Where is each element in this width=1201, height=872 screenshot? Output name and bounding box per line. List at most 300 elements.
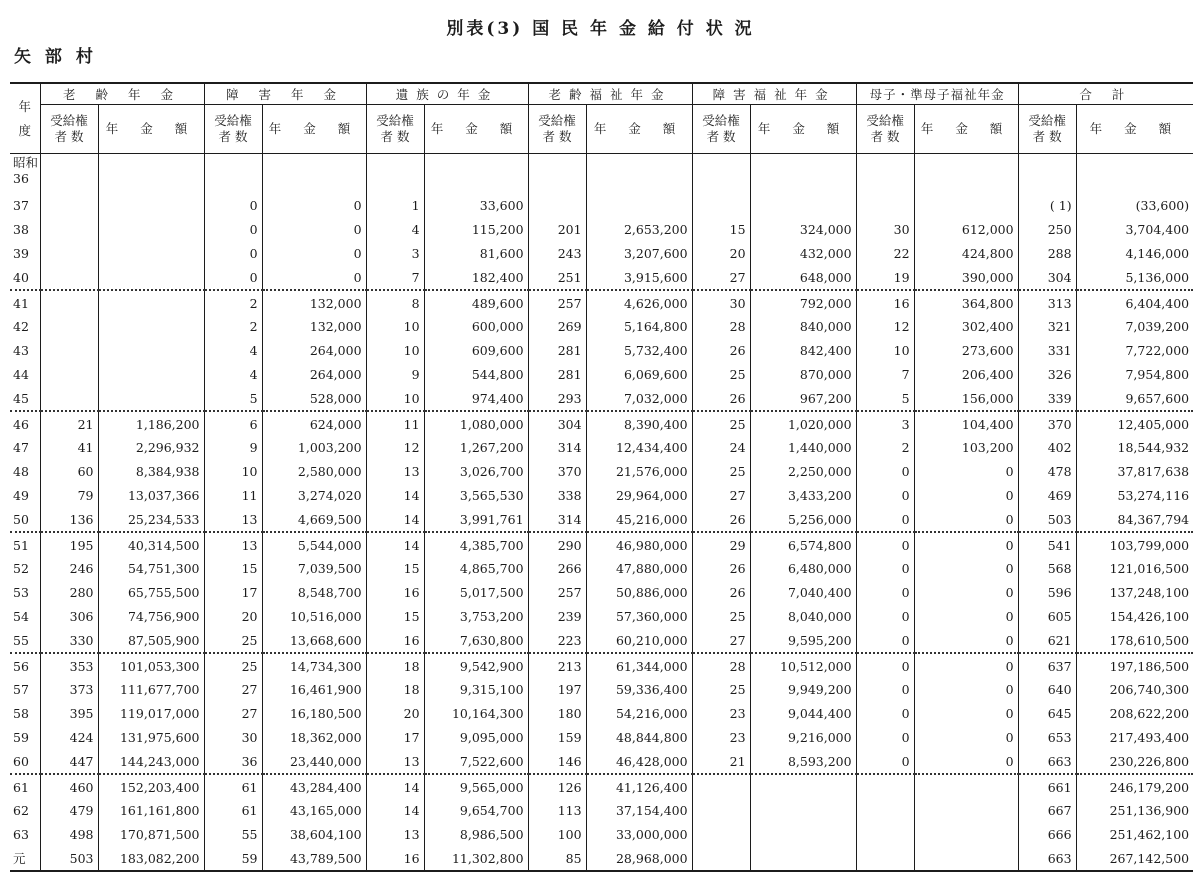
- recipients-cell: 243: [528, 242, 586, 266]
- amount-cell: 8,986,500: [424, 823, 528, 847]
- amount-cell: 53,274,116: [1117, 487, 1190, 503]
- amount-cell: 3,753,200: [424, 605, 528, 629]
- amount-cell: [914, 774, 1018, 799]
- recipients-cell: 197: [528, 678, 586, 702]
- year-cell: 59: [10, 726, 40, 750]
- amount-cell: 33,000,000: [586, 823, 692, 847]
- table-row: [10, 154, 1193, 195]
- amount-cell: 115,200: [424, 218, 528, 242]
- recipients-cell: 447: [40, 749, 98, 774]
- year-cell: 41: [10, 290, 40, 315]
- amount-cell: 364,800: [914, 290, 1018, 315]
- recipients-cell: 250: [1018, 218, 1076, 242]
- recipients-cell: 498: [40, 823, 98, 847]
- amount-cell: 390,000: [914, 265, 1018, 290]
- amount-cell: 61,344,000: [586, 653, 692, 678]
- recipients-cell: 26: [692, 386, 750, 411]
- recipients-cell: 10: [204, 460, 262, 484]
- recipients-cell: 195: [40, 532, 98, 557]
- group-header: 障 害 年 金: [204, 83, 366, 105]
- recipients-cell: 20: [204, 605, 262, 629]
- amount-cell: [98, 154, 204, 195]
- recipients-cell: 59: [204, 847, 262, 872]
- amount-cell: 0: [914, 484, 1018, 508]
- amount-cell: 648,000: [750, 265, 856, 290]
- amount-cell: 111,677,700: [98, 678, 204, 702]
- amount-cell: 870,000: [750, 363, 856, 387]
- recipients-cell: 239: [528, 605, 586, 629]
- amount-cell: 5,164,800: [586, 315, 692, 339]
- recipients-cell: 0: [856, 460, 914, 484]
- recipients-cell: [40, 154, 98, 195]
- recipients-cell: [692, 154, 750, 195]
- table-row: [10, 218, 1193, 242]
- recipients-cell: [40, 363, 98, 387]
- recipients-cell: 5: [204, 386, 262, 411]
- recipients-cell: 3: [856, 411, 914, 436]
- amount-cell: 9,315,100: [424, 678, 528, 702]
- year-cell: 55: [10, 628, 40, 653]
- recipients-cell: 14: [366, 799, 424, 823]
- recipients-cell: 26: [692, 507, 750, 532]
- recipients-cell: 0: [204, 265, 262, 290]
- amount-cell: 131,975,600: [98, 726, 204, 750]
- recipients-cell: 146: [528, 749, 586, 774]
- recipients-cell: 503: [1018, 507, 1076, 532]
- recipients-cell: 18: [366, 653, 424, 678]
- recipients-cell: 4: [366, 218, 424, 242]
- amount-cell: 0: [914, 628, 1018, 653]
- amount-cell: 6,069,600: [586, 363, 692, 387]
- amount-cell: [1076, 154, 1193, 195]
- amount-cell: 3,565,530: [424, 484, 528, 508]
- amount-cell: 9,654,700: [424, 799, 528, 823]
- recipients-cell: 637: [1018, 653, 1076, 678]
- recipients-cell: 313: [1018, 290, 1076, 315]
- amount-cell: 48,844,800: [586, 726, 692, 750]
- amount-cell: 9,949,200: [750, 678, 856, 702]
- recipients-cell: 353: [40, 653, 98, 678]
- amount-cell: [98, 218, 204, 242]
- amount-cell: 12,405,000: [1076, 411, 1193, 436]
- amount-cell: 7,954,800: [1125, 366, 1190, 382]
- recipients-cell: 395: [40, 702, 98, 726]
- amount-cell: [914, 799, 1018, 823]
- amount-cell: 230,226,800: [1109, 753, 1190, 769]
- amount-cell: 967,200: [750, 386, 856, 411]
- amount-cell: 104,400: [914, 411, 1018, 436]
- amount-cell: 600,000: [424, 315, 528, 339]
- table-row: [10, 605, 1193, 629]
- amount-cell: 10,516,000: [262, 605, 366, 629]
- recipients-cell: 61: [204, 774, 262, 799]
- year-cell: 48: [10, 460, 40, 484]
- recipients-cell: [692, 194, 750, 218]
- amount-cell: 170,871,500: [98, 823, 204, 847]
- amount-cell: 183,082,200: [98, 847, 204, 872]
- amount-cell: [750, 799, 856, 823]
- year-cell: 45: [10, 386, 40, 411]
- recipients-cell: 13: [366, 749, 424, 774]
- recipients-cell: 653: [1018, 726, 1076, 750]
- amount-cell: 54,216,000: [586, 702, 692, 726]
- year-cell: 昭和 36: [10, 154, 40, 195]
- amount-cell: 7,032,000: [586, 386, 692, 411]
- amount-cell: 156,000: [914, 386, 1018, 411]
- recipients-cell: 269: [528, 315, 586, 339]
- amount-cell: 65,755,500: [98, 581, 204, 605]
- recipients-cell: 15: [366, 605, 424, 629]
- amount-cell: 47,880,000: [586, 557, 692, 581]
- amount-cell: 16,461,900: [262, 678, 366, 702]
- amount-cell: 5,544,000: [262, 532, 366, 557]
- amount-cell: 25,234,533: [98, 507, 204, 532]
- amount-cell: 4,626,000: [586, 290, 692, 315]
- amount-cell: 0: [914, 702, 1018, 726]
- amount-cell: 2,653,200: [586, 218, 692, 242]
- amount-cell: 609,600: [424, 339, 528, 363]
- amount-cell: 612,000: [914, 218, 1018, 242]
- recipients-cell: 0: [856, 702, 914, 726]
- amount-cell: 13,037,366: [98, 484, 204, 508]
- recipients-cell: [856, 823, 914, 847]
- table-row: [10, 823, 1193, 847]
- amount-cell: 103,799,000: [1076, 532, 1193, 557]
- recipients-cell: [204, 154, 262, 195]
- amount-cell: 3,207,600: [586, 242, 692, 266]
- recipients-cell: 293: [528, 386, 586, 411]
- recipients-header: 受給権 者 数: [204, 105, 262, 154]
- amount-cell: 792,000: [750, 290, 856, 315]
- recipients-header: 受給権 者 数: [1018, 105, 1076, 154]
- group-header: 合 計: [1018, 83, 1193, 105]
- table-row: [10, 290, 1193, 315]
- amount-cell: [98, 265, 204, 290]
- amount-cell: 528,000: [262, 386, 366, 411]
- amount-cell: 251,462,100: [1109, 827, 1190, 843]
- recipients-cell: 0: [856, 532, 914, 557]
- amount-cell: [424, 154, 528, 195]
- year-cell: 38: [10, 218, 40, 242]
- table-row: [10, 315, 1193, 339]
- amount-cell: [750, 774, 856, 799]
- amount-cell: 103,200: [914, 436, 1018, 460]
- recipients-cell: 338: [528, 484, 586, 508]
- recipients-cell: 0: [856, 605, 914, 629]
- amount-cell: 54,751,300: [98, 557, 204, 581]
- amount-cell: 324,000: [750, 218, 856, 242]
- recipients-cell: [856, 194, 914, 218]
- recipients-cell: 0: [856, 628, 914, 653]
- amount-cell: 0: [914, 653, 1018, 678]
- amount-cell: 18,544,932: [1117, 440, 1190, 456]
- recipients-cell: 13: [366, 823, 424, 847]
- amount-cell: 8,384,938: [98, 460, 204, 484]
- table-row: [10, 484, 1193, 508]
- recipients-cell: 0: [204, 242, 262, 266]
- recipients-cell: 645: [1018, 702, 1076, 726]
- recipients-cell: 6: [204, 411, 262, 436]
- recipients-cell: 18: [366, 678, 424, 702]
- amount-cell: 206,400: [914, 363, 1018, 387]
- amount-cell: 3,433,200: [750, 484, 856, 508]
- recipients-cell: 25: [692, 460, 750, 484]
- recipients-cell: 2: [856, 436, 914, 460]
- amount-cell: 9,044,400: [750, 702, 856, 726]
- amount-cell: 21,576,000: [586, 460, 692, 484]
- recipients-cell: 0: [856, 678, 914, 702]
- recipients-cell: 16: [856, 290, 914, 315]
- year-cell: 51: [10, 532, 40, 557]
- year-cell: 63: [10, 823, 40, 847]
- recipients-cell: [856, 799, 914, 823]
- amount-cell: 9,657,600: [1125, 390, 1190, 406]
- amount-cell: 9,216,000: [750, 726, 856, 750]
- recipients-cell: 596: [1018, 581, 1076, 605]
- recipients-cell: 26: [692, 339, 750, 363]
- recipients-cell: 27: [204, 702, 262, 726]
- table-row: [10, 726, 1193, 750]
- amount-cell: 119,017,000: [98, 702, 204, 726]
- table-row: [10, 363, 1193, 387]
- recipients-cell: 0: [856, 726, 914, 750]
- amount-cell: 14,734,300: [262, 653, 366, 678]
- year-cell: 43: [10, 339, 40, 363]
- recipients-cell: 2: [204, 315, 262, 339]
- year-cell: 元: [10, 847, 40, 872]
- recipients-cell: 0: [204, 194, 262, 218]
- recipients-cell: 20: [366, 702, 424, 726]
- recipients-cell: 55: [204, 823, 262, 847]
- recipients-cell: [692, 799, 750, 823]
- amount-cell: 57,360,000: [586, 605, 692, 629]
- amount-cell: 7,722,000: [1125, 343, 1190, 359]
- amount-cell: 178,610,500: [1109, 632, 1190, 648]
- amount-cell: 842,400: [750, 339, 856, 363]
- recipients-cell: 25: [692, 678, 750, 702]
- recipients-cell: 126: [528, 774, 586, 799]
- recipients-cell: 424: [40, 726, 98, 750]
- table-row: [10, 411, 1193, 436]
- recipients-cell: 605: [1018, 605, 1076, 629]
- recipients-header: 受給権 者 数: [692, 105, 750, 154]
- amount-cell: 16,180,500: [262, 702, 366, 726]
- amount-cell: 18,362,000: [262, 726, 366, 750]
- recipients-cell: 30: [204, 726, 262, 750]
- table-row: [10, 242, 1193, 266]
- amount-cell: 9,595,200: [750, 628, 856, 653]
- table-row: [10, 339, 1193, 363]
- amount-cell: 0: [914, 678, 1018, 702]
- amount-cell: 23,440,000: [262, 749, 366, 774]
- year-cell: 61: [10, 774, 40, 799]
- recipients-cell: 11: [204, 484, 262, 508]
- page-title: 別表(3) 国 民 年 金 給 付 状 況: [446, 19, 755, 39]
- amount-cell: 37,817,638: [1117, 464, 1190, 480]
- table-row: [10, 265, 1193, 290]
- amount-cell: 10,512,000: [750, 653, 856, 678]
- recipients-cell: [40, 265, 98, 290]
- amount-cell: 3,026,700: [424, 460, 528, 484]
- group-header: 障害福祉年金: [692, 83, 856, 105]
- recipients-cell: 21: [692, 749, 750, 774]
- group-header: 遺族の年金: [366, 83, 528, 105]
- recipients-cell: 30: [692, 290, 750, 315]
- amount-cell: 489,600: [424, 290, 528, 315]
- amount-cell: (33,600): [1135, 198, 1190, 214]
- recipients-cell: 16: [366, 847, 424, 872]
- recipients-cell: 7: [366, 265, 424, 290]
- recipients-cell: 201: [528, 218, 586, 242]
- amount-header: 年 金 額: [424, 105, 528, 154]
- amount-cell: 37,154,400: [586, 799, 692, 823]
- year-cell: 52: [10, 557, 40, 581]
- amount-cell: 4,146,000: [1125, 245, 1190, 261]
- recipients-cell: 136: [40, 507, 98, 532]
- recipients-cell: 14: [366, 507, 424, 532]
- amount-cell: 5,256,000: [750, 507, 856, 532]
- amount-cell: 182,400: [424, 265, 528, 290]
- recipients-cell: 370: [528, 460, 586, 484]
- amount-cell: 2,296,932: [98, 436, 204, 460]
- recipients-cell: 14: [366, 532, 424, 557]
- amount-header: 年 金 額: [1076, 105, 1193, 154]
- table-row: [10, 507, 1193, 532]
- amount-cell: 0: [262, 265, 366, 290]
- amount-cell: 152,203,400: [98, 774, 204, 799]
- recipients-cell: [1018, 154, 1076, 195]
- year-cell: 46: [10, 411, 40, 436]
- amount-cell: 121,016,500: [1109, 561, 1190, 577]
- amount-cell: 137,248,100: [1109, 585, 1190, 601]
- amount-cell: 424,800: [914, 242, 1018, 266]
- recipients-cell: 16: [366, 628, 424, 653]
- recipients-cell: 666: [1018, 823, 1076, 847]
- amount-cell: 0: [262, 218, 366, 242]
- amount-cell: 38,604,100: [262, 823, 366, 847]
- recipients-cell: 479: [40, 799, 98, 823]
- amount-cell: 0: [914, 460, 1018, 484]
- amount-cell: 5,017,500: [424, 581, 528, 605]
- recipients-cell: [40, 339, 98, 363]
- recipients-header: 受給権 者 数: [40, 105, 98, 154]
- recipients-cell: 304: [528, 411, 586, 436]
- recipients-header: 受給権 者 数: [856, 105, 914, 154]
- amount-cell: 7,522,600: [424, 749, 528, 774]
- amount-cell: [750, 154, 856, 195]
- recipients-cell: 159: [528, 726, 586, 750]
- amount-cell: 8,593,200: [750, 749, 856, 774]
- amount-cell: 246,179,200: [1076, 774, 1193, 799]
- amount-cell: 9,542,900: [424, 653, 528, 678]
- recipients-cell: 12: [856, 315, 914, 339]
- recipients-cell: 330: [40, 628, 98, 653]
- recipients-cell: 281: [528, 363, 586, 387]
- amount-cell: 154,426,100: [1109, 608, 1190, 624]
- recipients-cell: 14: [366, 484, 424, 508]
- recipients-cell: [528, 194, 586, 218]
- amount-cell: [98, 363, 204, 387]
- year-header: 年 度: [10, 83, 40, 154]
- recipients-cell: 251: [528, 265, 586, 290]
- year-cell: 54: [10, 605, 40, 629]
- year-cell: 47: [10, 436, 40, 460]
- amount-cell: 7,039,200: [1125, 319, 1190, 335]
- amount-header: 年 金 額: [262, 105, 366, 154]
- recipients-cell: 339: [1018, 386, 1076, 411]
- recipients-cell: 22: [856, 242, 914, 266]
- amount-cell: 132,000: [262, 315, 366, 339]
- year-cell: 57: [10, 678, 40, 702]
- table-row: [10, 460, 1193, 484]
- recipients-cell: 541: [1018, 532, 1076, 557]
- recipients-cell: 568: [1018, 557, 1076, 581]
- amount-cell: 273,600: [914, 339, 1018, 363]
- recipients-cell: 13: [204, 507, 262, 532]
- amount-cell: 144,243,000: [98, 749, 204, 774]
- recipients-cell: 266: [528, 557, 586, 581]
- recipients-cell: 15: [366, 557, 424, 581]
- recipients-cell: 326: [1018, 363, 1076, 387]
- amount-cell: 7,039,500: [262, 557, 366, 581]
- amount-cell: 251,136,900: [1109, 803, 1190, 819]
- recipients-cell: 663: [1018, 847, 1076, 872]
- recipients-cell: 79: [40, 484, 98, 508]
- year-cell: 49: [10, 484, 40, 508]
- amount-cell: [98, 194, 204, 218]
- amount-cell: [98, 290, 204, 315]
- amount-cell: 29,964,000: [586, 484, 692, 508]
- amount-cell: 11,302,800: [424, 847, 528, 872]
- amount-cell: 0: [914, 557, 1018, 581]
- year-cell: 50: [10, 507, 40, 532]
- amount-cell: 1,020,000: [750, 411, 856, 436]
- recipients-cell: 4: [204, 363, 262, 387]
- recipients-cell: 373: [40, 678, 98, 702]
- amount-cell: 3,274,020: [262, 484, 366, 508]
- amount-cell: 432,000: [750, 242, 856, 266]
- recipients-cell: 113: [528, 799, 586, 823]
- amount-cell: 41,126,400: [586, 774, 692, 799]
- recipients-cell: 280: [40, 581, 98, 605]
- recipients-header: 受給権 者 数: [366, 105, 424, 154]
- recipients-cell: 61: [204, 799, 262, 823]
- recipients-cell: 10: [856, 339, 914, 363]
- recipients-cell: [528, 154, 586, 195]
- recipients-cell: 288: [1018, 242, 1076, 266]
- amount-cell: [914, 194, 1018, 218]
- group-header: 老 齢 年 金: [40, 83, 204, 105]
- table-row: [10, 749, 1193, 774]
- group-header: 母子・準母子福祉年金: [856, 83, 1018, 105]
- recipients-cell: 9: [204, 436, 262, 460]
- amount-cell: 4,385,700: [424, 532, 528, 557]
- amount-cell: 5,136,000: [1125, 269, 1190, 285]
- recipients-cell: 27: [204, 678, 262, 702]
- recipients-cell: 25: [692, 363, 750, 387]
- recipients-cell: 290: [528, 532, 586, 557]
- recipients-cell: 321: [1018, 315, 1076, 339]
- amount-cell: 8,548,700: [262, 581, 366, 605]
- recipients-cell: 11: [366, 411, 424, 436]
- recipients-cell: 17: [204, 581, 262, 605]
- amount-cell: 8,390,400: [586, 411, 692, 436]
- amount-cell: 10,164,300: [424, 702, 528, 726]
- amount-cell: 840,000: [750, 315, 856, 339]
- recipients-cell: [40, 290, 98, 315]
- amount-cell: 3,704,400: [1125, 222, 1190, 238]
- amount-cell: [750, 194, 856, 218]
